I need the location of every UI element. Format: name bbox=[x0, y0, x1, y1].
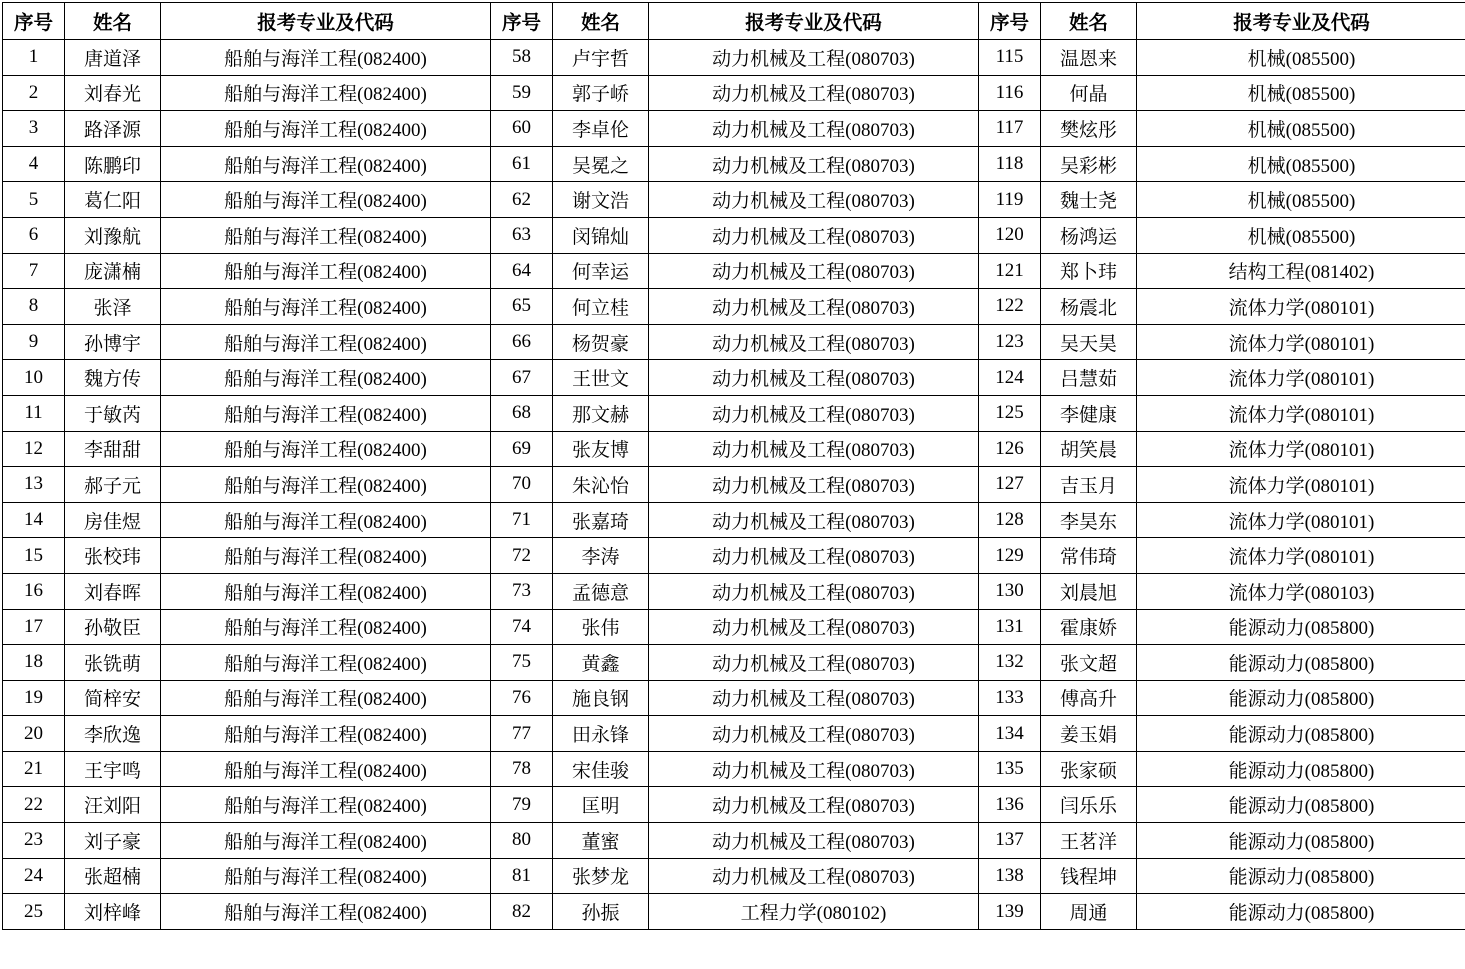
cell-name: 施良钢 bbox=[553, 680, 649, 716]
cell-major: 船舶与海洋工程(082400) bbox=[161, 40, 491, 76]
cell-index: 119 bbox=[979, 182, 1041, 218]
cell-major: 能源动力(085800) bbox=[1137, 894, 1465, 930]
cell-index: 23 bbox=[3, 823, 65, 859]
cell-index: 78 bbox=[491, 751, 553, 787]
cell-major: 能源动力(085800) bbox=[1137, 680, 1465, 716]
cell-major: 船舶与海洋工程(082400) bbox=[161, 680, 491, 716]
cell-name: 樊炫彤 bbox=[1041, 111, 1137, 147]
cell-index: 17 bbox=[3, 609, 65, 645]
cell-index: 138 bbox=[979, 858, 1041, 894]
cell-index: 134 bbox=[979, 716, 1041, 752]
cell-name: 张友博 bbox=[553, 431, 649, 467]
cell-index: 7 bbox=[3, 253, 65, 289]
cell-major: 动力机械及工程(080703) bbox=[649, 146, 979, 182]
cell-major: 流体力学(080101) bbox=[1137, 289, 1465, 325]
cell-index: 15 bbox=[3, 538, 65, 574]
cell-major: 船舶与海洋工程(082400) bbox=[161, 573, 491, 609]
cell-index: 11 bbox=[3, 395, 65, 431]
cell-major: 船舶与海洋工程(082400) bbox=[161, 538, 491, 574]
cell-major: 动力机械及工程(080703) bbox=[649, 538, 979, 574]
cell-index: 130 bbox=[979, 573, 1041, 609]
cell-major: 船舶与海洋工程(082400) bbox=[161, 645, 491, 681]
cell-index: 2 bbox=[3, 75, 65, 111]
cell-name: 郑卜玮 bbox=[1041, 253, 1137, 289]
column-header-index-1: 序号 bbox=[3, 3, 65, 40]
table-row bbox=[3, 823, 1465, 859]
table-row bbox=[3, 182, 1465, 218]
cell-major: 工程力学(080102) bbox=[649, 894, 979, 930]
cell-index: 58 bbox=[491, 40, 553, 76]
cell-index: 124 bbox=[979, 360, 1041, 396]
cell-major: 动力机械及工程(080703) bbox=[649, 823, 979, 859]
cell-major: 船舶与海洋工程(082400) bbox=[161, 289, 491, 325]
cell-index: 117 bbox=[979, 111, 1041, 147]
cell-major: 船舶与海洋工程(082400) bbox=[161, 467, 491, 503]
cell-index: 68 bbox=[491, 395, 553, 431]
cell-name: 王茗洋 bbox=[1041, 823, 1137, 859]
cell-index: 74 bbox=[491, 609, 553, 645]
cell-name: 吴天昊 bbox=[1041, 324, 1137, 360]
cell-major: 流体力学(080101) bbox=[1137, 360, 1465, 396]
cell-name: 田永锋 bbox=[553, 716, 649, 752]
column-header-name-3: 姓名 bbox=[1041, 3, 1137, 40]
cell-major: 能源动力(085800) bbox=[1137, 751, 1465, 787]
cell-name: 张铣萌 bbox=[65, 645, 161, 681]
cell-major: 船舶与海洋工程(082400) bbox=[161, 894, 491, 930]
table-row bbox=[3, 645, 1465, 681]
cell-major: 机械(085500) bbox=[1137, 146, 1465, 182]
table-row bbox=[3, 324, 1465, 360]
table-row bbox=[3, 431, 1465, 467]
cell-name: 闫乐乐 bbox=[1041, 787, 1137, 823]
cell-major: 能源动力(085800) bbox=[1137, 716, 1465, 752]
cell-index: 21 bbox=[3, 751, 65, 787]
cell-index: 9 bbox=[3, 324, 65, 360]
cell-index: 122 bbox=[979, 289, 1041, 325]
cell-index: 5 bbox=[3, 182, 65, 218]
cell-name: 吉玉月 bbox=[1041, 467, 1137, 503]
cell-index: 126 bbox=[979, 431, 1041, 467]
table-row bbox=[3, 289, 1465, 325]
table-row bbox=[3, 395, 1465, 431]
table-row bbox=[3, 751, 1465, 787]
cell-name: 谢文浩 bbox=[553, 182, 649, 218]
cell-index: 8 bbox=[3, 289, 65, 325]
table-row bbox=[3, 609, 1465, 645]
column-header-index-3: 序号 bbox=[979, 3, 1041, 40]
cell-major: 能源动力(085800) bbox=[1137, 823, 1465, 859]
cell-major: 船舶与海洋工程(082400) bbox=[161, 111, 491, 147]
cell-name: 张文超 bbox=[1041, 645, 1137, 681]
cell-major: 能源动力(085800) bbox=[1137, 787, 1465, 823]
table-row bbox=[3, 146, 1465, 182]
cell-name: 孟德意 bbox=[553, 573, 649, 609]
cell-major: 动力机械及工程(080703) bbox=[649, 111, 979, 147]
cell-index: 81 bbox=[491, 858, 553, 894]
cell-name: 张校玮 bbox=[65, 538, 161, 574]
cell-name: 常伟琦 bbox=[1041, 538, 1137, 574]
cell-name: 孙博宇 bbox=[65, 324, 161, 360]
cell-index: 121 bbox=[979, 253, 1041, 289]
table-header-row bbox=[3, 3, 1465, 40]
column-header-major-3: 报考专业及代码 bbox=[1137, 3, 1465, 40]
cell-index: 132 bbox=[979, 645, 1041, 681]
cell-name: 宋佳骏 bbox=[553, 751, 649, 787]
cell-major: 动力机械及工程(080703) bbox=[649, 253, 979, 289]
cell-index: 67 bbox=[491, 360, 553, 396]
cell-major: 动力机械及工程(080703) bbox=[649, 573, 979, 609]
cell-name: 陈鹏印 bbox=[65, 146, 161, 182]
cell-name: 闵锦灿 bbox=[553, 217, 649, 253]
cell-index: 125 bbox=[979, 395, 1041, 431]
table-row bbox=[3, 716, 1465, 752]
cell-name: 那文赫 bbox=[553, 395, 649, 431]
cell-index: 116 bbox=[979, 75, 1041, 111]
cell-index: 69 bbox=[491, 431, 553, 467]
cell-name: 胡笑晨 bbox=[1041, 431, 1137, 467]
cell-index: 129 bbox=[979, 538, 1041, 574]
cell-index: 60 bbox=[491, 111, 553, 147]
table-row bbox=[3, 253, 1465, 289]
cell-major: 流体力学(080103) bbox=[1137, 573, 1465, 609]
cell-index: 63 bbox=[491, 217, 553, 253]
cell-name: 葛仁阳 bbox=[65, 182, 161, 218]
cell-index: 3 bbox=[3, 111, 65, 147]
cell-name: 汪刘阳 bbox=[65, 787, 161, 823]
cell-index: 20 bbox=[3, 716, 65, 752]
applicant-roster-table bbox=[2, 2, 1465, 930]
cell-name: 王世文 bbox=[553, 360, 649, 396]
cell-name: 路泽源 bbox=[65, 111, 161, 147]
cell-index: 120 bbox=[979, 217, 1041, 253]
cell-index: 59 bbox=[491, 75, 553, 111]
cell-index: 10 bbox=[3, 360, 65, 396]
cell-name: 刘梓峰 bbox=[65, 894, 161, 930]
cell-name: 孙敬臣 bbox=[65, 609, 161, 645]
table-row bbox=[3, 217, 1465, 253]
table-row bbox=[3, 680, 1465, 716]
cell-name: 房佳煜 bbox=[65, 502, 161, 538]
cell-name: 李欣逸 bbox=[65, 716, 161, 752]
cell-index: 66 bbox=[491, 324, 553, 360]
cell-name: 郭子峤 bbox=[553, 75, 649, 111]
cell-major: 流体力学(080101) bbox=[1137, 538, 1465, 574]
table-row bbox=[3, 75, 1465, 111]
cell-name: 董蜜 bbox=[553, 823, 649, 859]
cell-major: 船舶与海洋工程(082400) bbox=[161, 360, 491, 396]
cell-major: 动力机械及工程(080703) bbox=[649, 431, 979, 467]
cell-name: 刘豫航 bbox=[65, 217, 161, 253]
cell-name: 张嘉琦 bbox=[553, 502, 649, 538]
cell-index: 6 bbox=[3, 217, 65, 253]
cell-major: 流体力学(080101) bbox=[1137, 467, 1465, 503]
cell-name: 何幸运 bbox=[553, 253, 649, 289]
cell-index: 1 bbox=[3, 40, 65, 76]
cell-name: 朱沁怡 bbox=[553, 467, 649, 503]
cell-major: 动力机械及工程(080703) bbox=[649, 217, 979, 253]
cell-major: 动力机械及工程(080703) bbox=[649, 467, 979, 503]
cell-index: 118 bbox=[979, 146, 1041, 182]
cell-name: 杨震北 bbox=[1041, 289, 1137, 325]
cell-name: 卢宇哲 bbox=[553, 40, 649, 76]
cell-index: 71 bbox=[491, 502, 553, 538]
cell-major: 流体力学(080101) bbox=[1137, 431, 1465, 467]
cell-name: 唐道泽 bbox=[65, 40, 161, 76]
table-row bbox=[3, 111, 1465, 147]
cell-index: 14 bbox=[3, 502, 65, 538]
cell-name: 于敏芮 bbox=[65, 395, 161, 431]
cell-index: 127 bbox=[979, 467, 1041, 503]
cell-index: 135 bbox=[979, 751, 1041, 787]
cell-name: 李甜甜 bbox=[65, 431, 161, 467]
cell-major: 船舶与海洋工程(082400) bbox=[161, 502, 491, 538]
table-row bbox=[3, 502, 1465, 538]
table-row bbox=[3, 787, 1465, 823]
cell-index: 61 bbox=[491, 146, 553, 182]
cell-major: 船舶与海洋工程(082400) bbox=[161, 823, 491, 859]
cell-major: 动力机械及工程(080703) bbox=[649, 40, 979, 76]
cell-index: 62 bbox=[491, 182, 553, 218]
cell-index: 18 bbox=[3, 645, 65, 681]
cell-major: 结构工程(081402) bbox=[1137, 253, 1465, 289]
cell-index: 79 bbox=[491, 787, 553, 823]
cell-index: 115 bbox=[979, 40, 1041, 76]
cell-name: 李昊东 bbox=[1041, 502, 1137, 538]
table-row bbox=[3, 858, 1465, 894]
cell-major: 船舶与海洋工程(082400) bbox=[161, 324, 491, 360]
table-row bbox=[3, 40, 1465, 76]
cell-name: 张超楠 bbox=[65, 858, 161, 894]
cell-name: 傅高升 bbox=[1041, 680, 1137, 716]
cell-name: 张梦龙 bbox=[553, 858, 649, 894]
cell-name: 简梓安 bbox=[65, 680, 161, 716]
column-header-major-2: 报考专业及代码 bbox=[649, 3, 979, 40]
column-header-index-2: 序号 bbox=[491, 3, 553, 40]
table-body bbox=[3, 40, 1465, 930]
cell-major: 机械(085500) bbox=[1137, 111, 1465, 147]
cell-index: 13 bbox=[3, 467, 65, 503]
cell-name: 郝子元 bbox=[65, 467, 161, 503]
cell-major: 动力机械及工程(080703) bbox=[649, 609, 979, 645]
cell-index: 64 bbox=[491, 253, 553, 289]
cell-major: 机械(085500) bbox=[1137, 182, 1465, 218]
cell-index: 16 bbox=[3, 573, 65, 609]
cell-index: 19 bbox=[3, 680, 65, 716]
table-row bbox=[3, 360, 1465, 396]
cell-major: 流体力学(080101) bbox=[1137, 502, 1465, 538]
cell-major: 船舶与海洋工程(082400) bbox=[161, 609, 491, 645]
column-header-name-1: 姓名 bbox=[65, 3, 161, 40]
cell-name: 杨鸿运 bbox=[1041, 217, 1137, 253]
cell-major: 船舶与海洋工程(082400) bbox=[161, 858, 491, 894]
cell-major: 机械(085500) bbox=[1137, 75, 1465, 111]
cell-name: 何晶 bbox=[1041, 75, 1137, 111]
table-row bbox=[3, 467, 1465, 503]
cell-name: 何立桂 bbox=[553, 289, 649, 325]
cell-major: 船舶与海洋工程(082400) bbox=[161, 75, 491, 111]
cell-major: 动力机械及工程(080703) bbox=[649, 787, 979, 823]
cell-major: 船舶与海洋工程(082400) bbox=[161, 217, 491, 253]
cell-name: 黄鑫 bbox=[553, 645, 649, 681]
cell-major: 机械(085500) bbox=[1137, 217, 1465, 253]
cell-index: 25 bbox=[3, 894, 65, 930]
cell-name: 钱程坤 bbox=[1041, 858, 1137, 894]
cell-major: 船舶与海洋工程(082400) bbox=[161, 182, 491, 218]
cell-major: 船舶与海洋工程(082400) bbox=[161, 751, 491, 787]
cell-major: 能源动力(085800) bbox=[1137, 645, 1465, 681]
cell-major: 动力机械及工程(080703) bbox=[649, 289, 979, 325]
cell-index: 4 bbox=[3, 146, 65, 182]
cell-name: 魏士尧 bbox=[1041, 182, 1137, 218]
cell-index: 24 bbox=[3, 858, 65, 894]
cell-name: 匡明 bbox=[553, 787, 649, 823]
column-header-major-1: 报考专业及代码 bbox=[161, 3, 491, 40]
cell-index: 82 bbox=[491, 894, 553, 930]
cell-major: 动力机械及工程(080703) bbox=[649, 716, 979, 752]
cell-name: 李卓伦 bbox=[553, 111, 649, 147]
cell-major: 动力机械及工程(080703) bbox=[649, 858, 979, 894]
cell-name: 刘春光 bbox=[65, 75, 161, 111]
cell-major: 船舶与海洋工程(082400) bbox=[161, 787, 491, 823]
table-row bbox=[3, 538, 1465, 574]
cell-major: 动力机械及工程(080703) bbox=[649, 75, 979, 111]
cell-index: 136 bbox=[979, 787, 1041, 823]
cell-major: 动力机械及工程(080703) bbox=[649, 324, 979, 360]
cell-major: 能源动力(085800) bbox=[1137, 858, 1465, 894]
cell-name: 刘晨旭 bbox=[1041, 573, 1137, 609]
column-header-name-2: 姓名 bbox=[553, 3, 649, 40]
cell-major: 船舶与海洋工程(082400) bbox=[161, 253, 491, 289]
cell-index: 12 bbox=[3, 431, 65, 467]
cell-index: 22 bbox=[3, 787, 65, 823]
cell-name: 魏方传 bbox=[65, 360, 161, 396]
cell-name: 姜玉娟 bbox=[1041, 716, 1137, 752]
cell-name: 刘子豪 bbox=[65, 823, 161, 859]
cell-index: 72 bbox=[491, 538, 553, 574]
cell-index: 133 bbox=[979, 680, 1041, 716]
cell-index: 139 bbox=[979, 894, 1041, 930]
cell-name: 周通 bbox=[1041, 894, 1137, 930]
cell-name: 王宇鸣 bbox=[65, 751, 161, 787]
cell-name: 张伟 bbox=[553, 609, 649, 645]
cell-major: 动力机械及工程(080703) bbox=[649, 645, 979, 681]
cell-index: 70 bbox=[491, 467, 553, 503]
cell-major: 船舶与海洋工程(082400) bbox=[161, 395, 491, 431]
cell-index: 80 bbox=[491, 823, 553, 859]
cell-name: 庞潇楠 bbox=[65, 253, 161, 289]
cell-major: 动力机械及工程(080703) bbox=[649, 502, 979, 538]
table-row bbox=[3, 573, 1465, 609]
cell-name: 杨贺豪 bbox=[553, 324, 649, 360]
cell-major: 能源动力(085800) bbox=[1137, 609, 1465, 645]
cell-index: 65 bbox=[491, 289, 553, 325]
cell-name: 吴冕之 bbox=[553, 146, 649, 182]
cell-major: 流体力学(080101) bbox=[1137, 324, 1465, 360]
cell-index: 128 bbox=[979, 502, 1041, 538]
cell-major: 机械(085500) bbox=[1137, 40, 1465, 76]
cell-index: 131 bbox=[979, 609, 1041, 645]
cell-major: 船舶与海洋工程(082400) bbox=[161, 146, 491, 182]
cell-index: 73 bbox=[491, 573, 553, 609]
cell-index: 137 bbox=[979, 823, 1041, 859]
cell-name: 孙振 bbox=[553, 894, 649, 930]
cell-index: 76 bbox=[491, 680, 553, 716]
table-row bbox=[3, 894, 1465, 930]
cell-major: 动力机械及工程(080703) bbox=[649, 680, 979, 716]
cell-name: 张泽 bbox=[65, 289, 161, 325]
cell-index: 75 bbox=[491, 645, 553, 681]
cell-major: 船舶与海洋工程(082400) bbox=[161, 716, 491, 752]
cell-major: 动力机械及工程(080703) bbox=[649, 182, 979, 218]
cell-major: 动力机械及工程(080703) bbox=[649, 360, 979, 396]
cell-name: 霍康娇 bbox=[1041, 609, 1137, 645]
cell-name: 刘春晖 bbox=[65, 573, 161, 609]
cell-major: 动力机械及工程(080703) bbox=[649, 751, 979, 787]
cell-name: 温恩来 bbox=[1041, 40, 1137, 76]
cell-major: 动力机械及工程(080703) bbox=[649, 395, 979, 431]
cell-major: 船舶与海洋工程(082400) bbox=[161, 431, 491, 467]
cell-name: 张家硕 bbox=[1041, 751, 1137, 787]
cell-name: 李健康 bbox=[1041, 395, 1137, 431]
cell-name: 吴彩彬 bbox=[1041, 146, 1137, 182]
cell-index: 123 bbox=[979, 324, 1041, 360]
cell-major: 流体力学(080101) bbox=[1137, 395, 1465, 431]
cell-name: 吕慧茹 bbox=[1041, 360, 1137, 396]
cell-index: 77 bbox=[491, 716, 553, 752]
cell-name: 李涛 bbox=[553, 538, 649, 574]
